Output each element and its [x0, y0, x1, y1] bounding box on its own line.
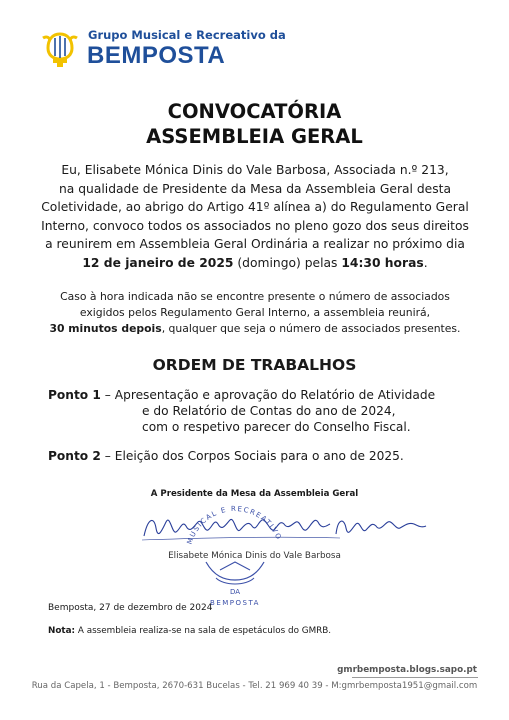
footnote-text: A assembleia realiza-se na sala de espetáculos do GMRB.: [75, 626, 332, 636]
org-name-line1: Grupo Musical e Recreativo da: [88, 28, 286, 42]
intro-date-mid: (domingo) pelas: [233, 255, 342, 270]
intro-date-end: .: [423, 255, 428, 270]
footnote-label: Nota:: [48, 626, 76, 636]
agenda-item-1: [48, 387, 435, 436]
note-delay: 30 minutos depois: [49, 322, 162, 335]
agenda-item-2-label: Ponto 2: [48, 449, 101, 463]
intro-line: Interno, convoco todos os associados no pleno gozo dos seus direitos: [41, 218, 469, 233]
document-date: Bemposta, 27 de dezembro de 2024: [48, 603, 213, 613]
signatory-name: Elisabete Mónica Dinis do Vale Barbosa: [168, 551, 341, 561]
intro-line: Eu, Elisabete Mónica Dinis do Vale Barbosa, Associada n.º 213,: [61, 163, 449, 177]
footer-address: Rua da Capela, 1 - Bemposta, 2670-631 Bucelas - Tel. 21 969 40 39 - M:gmrbemposta1951@gmail.com: [31, 681, 478, 691]
footnote: [48, 626, 331, 636]
intro-paragraph: [40, 161, 470, 272]
agenda-item-1-text: – Apresentação e aprovação do Relatório de Atividade: [100, 388, 436, 402]
agenda-item-2: [48, 448, 404, 464]
note-line: Caso à hora indicada não se encontre presente o número de associados: [60, 290, 450, 303]
header-logo: [40, 26, 286, 76]
note-line: [40, 321, 470, 337]
intro-date-line: [40, 254, 470, 273]
intro-line: Coletividade, ao abrigo do Artigo 41º alínea a) do Regulamento Geral: [41, 200, 469, 214]
agenda-item-2-text: – Eleição dos Corpos Sociais para o ano de 2025.: [100, 449, 404, 463]
note-line-rest: , qualquer que seja o número de associados presentes.: [161, 322, 461, 335]
svg-text:MUSICAL E RECREATIVO: MUSICAL E RECREATIVO: [185, 504, 284, 546]
handwritten-signature: [140, 508, 430, 552]
footer-divider: [352, 677, 478, 678]
document-title: CONVOCATÓRIA: [167, 100, 342, 123]
quorum-note: [40, 289, 470, 337]
signatory-title: A Presidente da Mesa da Assembleia Geral: [150, 489, 359, 499]
meeting-time: 14:30 horas: [341, 255, 424, 270]
blog-link[interactable]: gmrbemposta.blogs.sapo.pt: [337, 665, 477, 675]
agenda-item-1-cont: e do Relatório de Contas do ano de 2024,: [142, 404, 396, 419]
svg-text:DA: DA: [229, 588, 241, 596]
intro-line: na qualidade de Presidente da Mesa da Assembleia Geral desta: [58, 181, 452, 196]
agenda-item-1-label: Ponto 1: [48, 388, 101, 402]
agenda-title: ORDEM DE TRABALHOS: [152, 356, 357, 374]
note-line: exigidos pelos Regulamento Geral Interno, a assembleia reunirá,: [79, 306, 431, 319]
document-subtitle: ASSEMBLEIA GERAL: [146, 125, 363, 148]
org-name-line2: BEMPOSTA: [87, 42, 226, 69]
svg-text:BEMPOSTA: BEMPOSTA: [210, 599, 260, 607]
intro-line: a reunirem em Assembleia Geral Ordinária a realizar no próximo dia: [45, 237, 465, 251]
agenda-item-1-line: [48, 387, 435, 403]
lyre-icon: [40, 28, 80, 68]
agenda-item-1-cont: com o respetivo parecer do Conselho Fiscal.: [142, 420, 411, 435]
meeting-date: 12 de janeiro de 2025: [82, 255, 234, 270]
